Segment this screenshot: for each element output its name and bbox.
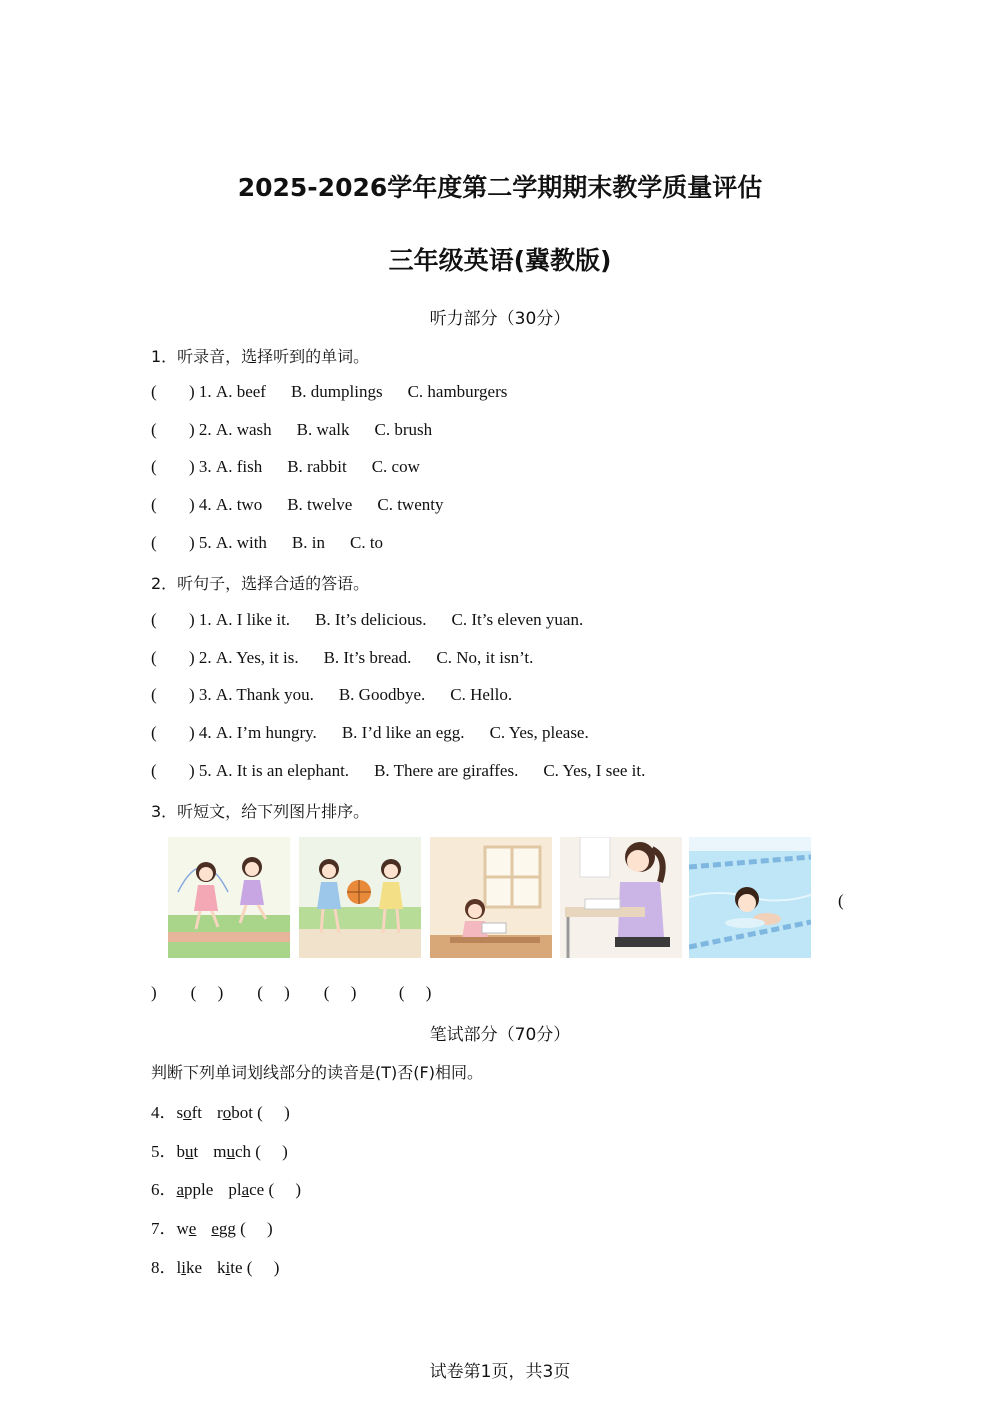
question-row: ( ) 2. A. Yes, it is. B. It’s bread. C. No, it isn’t.: [151, 648, 534, 667]
option-a: A. I’m hungry.: [215, 723, 317, 742]
question-row: ( ) 3. A. Thank you. B. Goodbye. C. Hello.: [151, 685, 513, 704]
picture-jump-rope: [168, 837, 290, 958]
word-two: kite: [217, 1258, 243, 1277]
question-row: ( ) 5. A. It is an elephant. B. There are giraffes. C. Yes, I see it.: [151, 761, 646, 780]
question-row: ( ) 1. A. beef B. dumplings C. hamburgers: [151, 382, 508, 401]
option-b: B. in: [291, 533, 325, 552]
option-b: B. rabbit: [287, 457, 347, 476]
option-a: A. with: [215, 533, 267, 552]
question-number: 6．: [151, 1180, 177, 1199]
question-number: ) 4.: [189, 723, 212, 742]
option-a: A. It is an elephant.: [215, 761, 350, 780]
question-number: ) 5.: [189, 761, 212, 780]
option-c: C. Hello.: [450, 685, 513, 704]
phonics-instruction: 判断下列单词划线部分的读音是(T)否(F)相同。: [151, 1063, 483, 1082]
picture-basketball: [299, 837, 421, 958]
question-number: ) 2.: [189, 648, 212, 667]
question-number: 8．: [151, 1258, 177, 1277]
phonics-row: [151, 1137, 288, 1162]
question-number: ) 1.: [189, 610, 212, 629]
exam-subtitle: 三年级英语(冀教版): [388, 246, 612, 275]
part1-instruction: 1．听录音，选择听到的单词。: [151, 347, 370, 366]
option-a: A. wash: [215, 420, 272, 439]
part2-instruction: 2．听句子，选择合适的答语。: [151, 574, 370, 593]
option-c: C. brush: [374, 420, 433, 439]
page-footer: 试卷第1页，共3页: [429, 1362, 571, 1382]
option-a: A. Thank you.: [215, 685, 314, 704]
option-a: A. fish: [215, 457, 263, 476]
answer-blank: ( ): [242, 1258, 280, 1277]
question-number: ) 4.: [189, 495, 212, 514]
option-b: B. It’s bread.: [323, 648, 412, 667]
picture-reading: [430, 837, 552, 958]
written-section-header: 笔试部分（70分）: [429, 1025, 571, 1045]
word-one: we: [176, 1219, 197, 1238]
question-row: ( ) 4. A. two B. twelve C. twenty: [151, 495, 444, 514]
question-number: ) 1.: [189, 382, 212, 401]
question-row: ( ) 2. A. wash B. walk C. brush: [151, 420, 433, 439]
option-c: C. hamburgers: [407, 382, 508, 401]
option-c: C. Yes, please.: [489, 723, 589, 742]
question-row: ( ) 5. A. with B. in C. to: [151, 533, 384, 552]
phonics-row: [151, 1175, 301, 1200]
order-bracket-open: (: [838, 891, 844, 910]
option-c: C. to: [349, 533, 384, 552]
picture-writing: [560, 837, 682, 958]
answer-blank: ( ): [235, 1219, 273, 1238]
option-b: B. twelve: [287, 495, 353, 514]
option-a: A. I like it.: [215, 610, 291, 629]
question-number: ) 3.: [189, 457, 212, 476]
question-row: ( ) 1. A. I like it. B. It’s delicious. C. It’s eleven yuan.: [151, 610, 584, 629]
option-b: B. It’s delicious.: [315, 610, 427, 629]
option-a: A. two: [215, 495, 263, 514]
question-row: ( ) 4. A. I’m hungry. B. I’d like an egg. C. Yes, please.: [151, 723, 589, 742]
question-number: ) 5.: [189, 533, 212, 552]
question-number: 5．: [151, 1142, 177, 1161]
listening-section-header: 听力部分（30分）: [429, 309, 571, 329]
word-one: like: [176, 1258, 203, 1277]
word-one: soft: [176, 1103, 203, 1122]
word-two: robot: [217, 1103, 253, 1122]
word-two: egg: [211, 1219, 236, 1238]
phonics-row: [151, 1253, 279, 1278]
option-b: B. There are giraffes.: [374, 761, 519, 780]
option-b: B. walk: [296, 420, 350, 439]
option-c: C. Yes, I see it.: [543, 761, 646, 780]
picture-swimming: [689, 837, 811, 958]
option-a: A. beef: [215, 382, 266, 401]
option-c: C. cow: [371, 457, 420, 476]
option-c: C. No, it isn’t.: [436, 648, 534, 667]
question-row: ( ) 3. A. fish B. rabbit C. cow: [151, 457, 420, 476]
order-answer-row: ) ( ) ( ) ( ) ( ): [151, 983, 432, 1002]
word-one: but: [176, 1142, 199, 1161]
word-one: apple: [176, 1180, 214, 1199]
word-two: place: [228, 1180, 265, 1199]
option-c: C. twenty: [377, 495, 444, 514]
answer-blank: ( ): [252, 1103, 290, 1122]
exam-title: 2025-2026学年度第二学期期末教学质量评估: [237, 173, 763, 202]
option-c: C. It’s eleven yuan.: [451, 610, 584, 629]
answer-blank: ( ): [264, 1180, 302, 1199]
phonics-row: [151, 1214, 273, 1239]
question-number: 4．: [151, 1103, 177, 1122]
option-a: A. Yes, it is.: [215, 648, 299, 667]
option-b: B. Goodbye.: [338, 685, 426, 704]
word-two: much: [213, 1142, 252, 1161]
question-number: ) 2.: [189, 420, 212, 439]
part3-instruction: 3．听短文，给下列图片排序。: [151, 802, 370, 821]
question-number: 7．: [151, 1219, 177, 1238]
phonics-row: [151, 1098, 290, 1123]
question-number: ) 3.: [189, 685, 212, 704]
option-b: B. dumplings: [290, 382, 383, 401]
answer-blank: ( ): [251, 1142, 288, 1161]
option-b: B. I’d like an egg.: [341, 723, 465, 742]
